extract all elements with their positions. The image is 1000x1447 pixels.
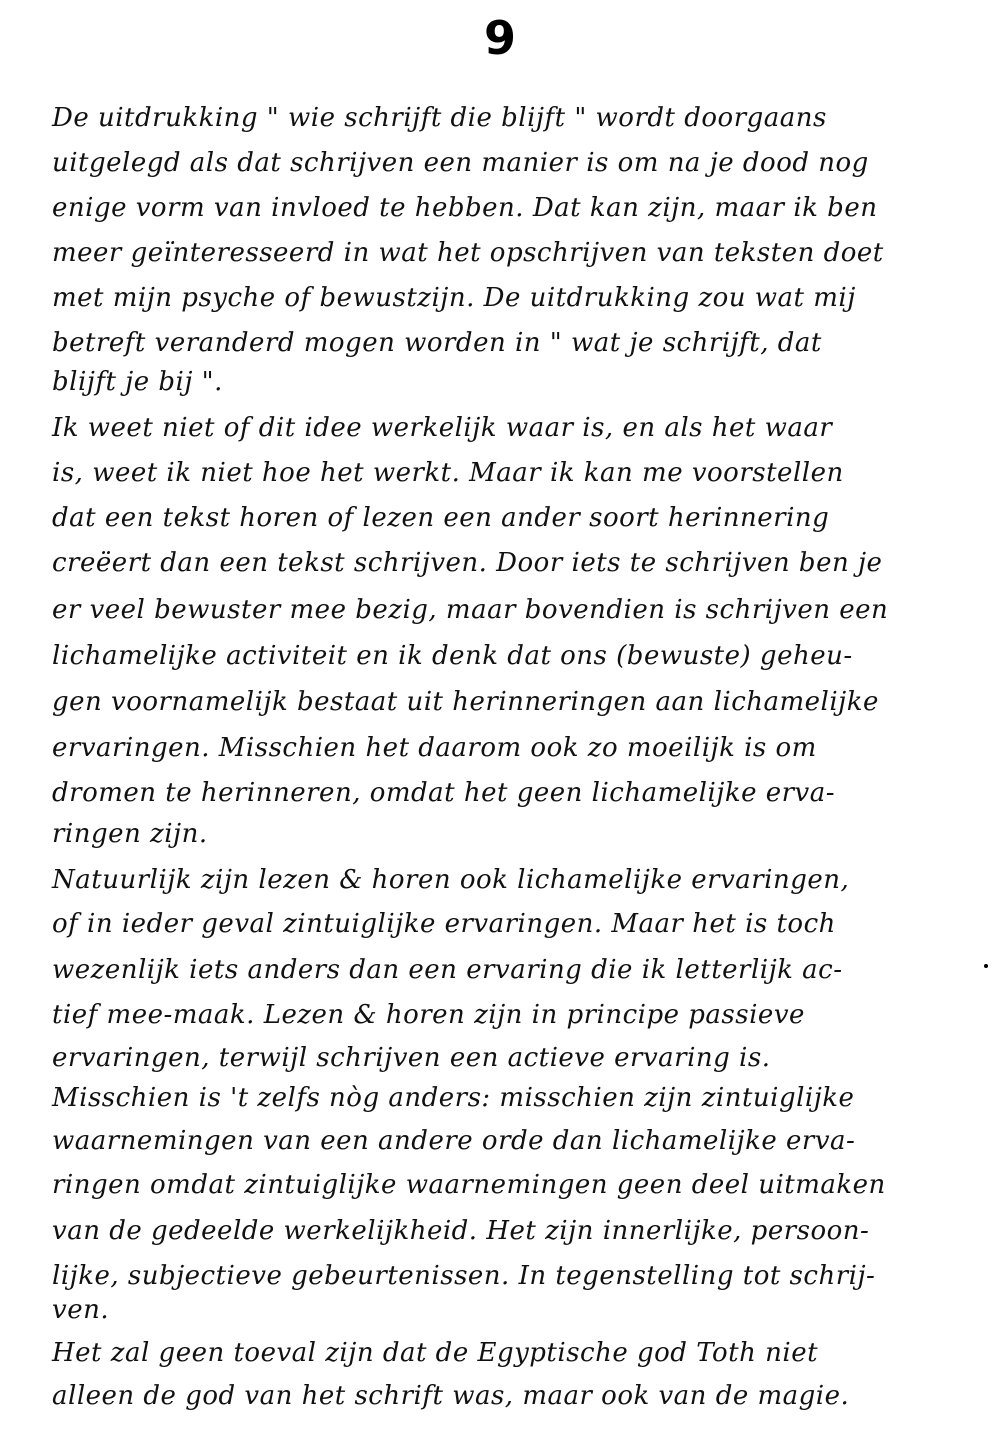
text-line: Misschien is 't zelfs nòg anders: misschien zijn zintuiglijke bbox=[52, 1083, 855, 1113]
text-line: De uitdrukking " wie schrijft die blijft " wordt doorgaans bbox=[52, 103, 827, 133]
text-line: ringen zijn. bbox=[52, 819, 208, 849]
text-line: met mijn psyche of bewustzijn. De uitdrukking zou wat mij bbox=[52, 283, 856, 313]
text-line: lichamelijke activiteit en ik denk dat ons (bewuste) geheu- bbox=[52, 641, 853, 671]
text-line: wezenlijk iets anders dan een ervaring die ik letterlijk ac- bbox=[52, 955, 843, 985]
text-line: meer geïnteresseerd in wat het opschrijven van teksten doet bbox=[52, 238, 884, 268]
ink-speck bbox=[984, 964, 988, 968]
text-line: enige vorm van invloed te hebben. Dat kan zijn, maar ik ben bbox=[52, 193, 878, 223]
text-line: gen voornamelijk bestaat uit herinneringen aan lichamelijke bbox=[52, 687, 879, 717]
text-line: ervaringen. Misschien het daarom ook zo moeilijk is om bbox=[52, 733, 817, 763]
page-number: 9 bbox=[483, 11, 516, 65]
text-line: alleen de god van het schrift was, maar ook van de magie. bbox=[52, 1381, 850, 1411]
text-line: ven. bbox=[52, 1295, 110, 1325]
text-line: creëert dan een tekst schrijven. Door iets te schrijven ben je bbox=[52, 548, 883, 578]
text-line: Natuurlijk zijn lezen & horen ook lichamelijke ervaringen, bbox=[52, 865, 850, 895]
text-line: van de gedeelde werkelijkheid. Het zijn innerlijke, persoon- bbox=[52, 1216, 870, 1246]
text-line: Ik weet niet of dit idee werkelijk waar is, en als het waar bbox=[52, 413, 833, 443]
text-line: betreft veranderd mogen worden in " wat je schrijft, dat bbox=[52, 328, 822, 358]
text-line: is, weet ik niet hoe het werkt. Maar ik kan me voorstellen bbox=[52, 458, 844, 488]
text-line: er veel bewuster mee bezig, maar bovendien is schrijven een bbox=[52, 595, 889, 625]
text-line: ringen omdat zintuiglijke waarnemingen geen deel uitmaken bbox=[52, 1170, 886, 1200]
text-line: blijft je bij ". bbox=[52, 367, 223, 397]
text-line: of in ieder geval zintuiglijke ervaringen. Maar het is toch bbox=[52, 909, 836, 939]
text-line: dat een tekst horen of lezen een ander soort herinnering bbox=[52, 503, 830, 533]
text-line: waarnemingen van een andere orde dan lichamelijke erva- bbox=[52, 1126, 856, 1156]
text-line: ervaringen, terwijl schrijven een actieve ervaring is. bbox=[52, 1043, 771, 1073]
text-line: tief mee-maak. Lezen & horen zijn in principe passieve bbox=[52, 1000, 805, 1030]
text-line: uitgelegd als dat schrijven een manier is om na je dood nog bbox=[52, 148, 869, 178]
text-line: lijke, subjectieve gebeurtenissen. In tegenstelling tot schrij- bbox=[52, 1261, 876, 1291]
text-line: Het zal geen toeval zijn dat de Egyptische god Toth niet bbox=[52, 1338, 819, 1368]
text-line: dromen te herinneren, omdat het geen lichamelijke erva- bbox=[52, 778, 836, 808]
